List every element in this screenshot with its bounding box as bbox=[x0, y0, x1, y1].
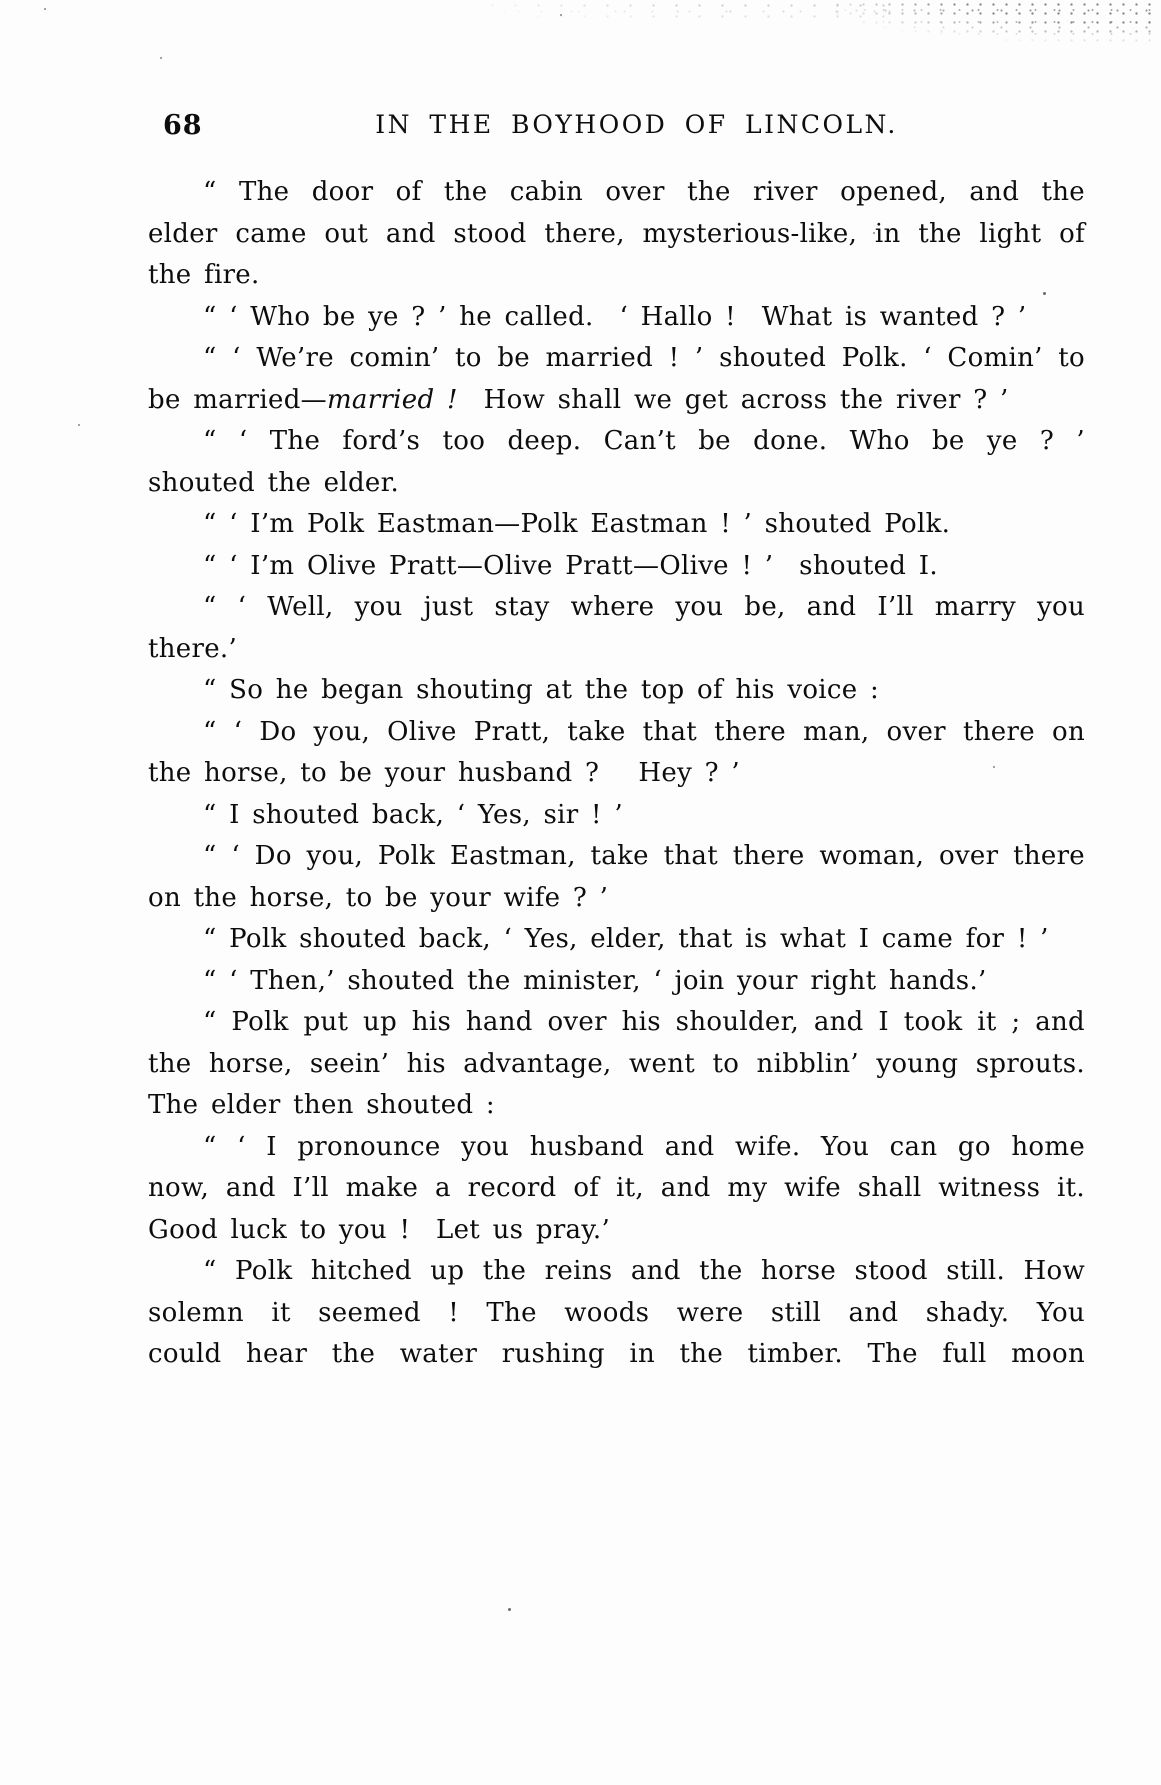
text-line bbox=[148, 1293, 1085, 1335]
text-segment: “ ‘ I’m Polk Eastman—Polk Eastman ! ’ shouted Polk. bbox=[203, 509, 951, 539]
text-segment: “ ‘ Do you, Polk Eastman, take that there woman, over there bbox=[203, 841, 1085, 871]
paragraph bbox=[148, 297, 1085, 339]
text-segment: now, and I’ll make a record of it, and my wife shall witness it. bbox=[148, 1173, 1085, 1203]
scan-noise-band bbox=[481, 0, 901, 30]
text-line bbox=[148, 297, 1085, 339]
text-line bbox=[148, 795, 1085, 837]
paragraph bbox=[148, 504, 1085, 546]
text-line bbox=[148, 753, 1085, 795]
paragraph bbox=[148, 961, 1085, 1003]
text-line bbox=[148, 836, 1085, 878]
scan-speck bbox=[508, 1608, 511, 1611]
text-segment: be married— bbox=[148, 384, 327, 415]
text-line bbox=[148, 1127, 1085, 1169]
text-line bbox=[148, 504, 1085, 546]
text-segment: “ Polk hitched up the reins and the horse stood still. How bbox=[203, 1256, 1085, 1286]
scan-speck bbox=[560, 14, 562, 16]
scan-speck bbox=[160, 57, 162, 59]
text-segment: “ ‘ Then,’ shouted the minister, ‘ join your right hands.’ bbox=[203, 965, 987, 996]
page-number: 68 bbox=[163, 110, 203, 141]
text-segment: solemn it seemed ! The woods were still and shady. You bbox=[148, 1297, 1085, 1328]
text-segment: shouted the elder. bbox=[148, 467, 400, 498]
paragraph bbox=[148, 587, 1085, 670]
page-header bbox=[148, 110, 1085, 146]
text-segment: “ The door of the cabin over the river opened, and the bbox=[203, 177, 1085, 207]
paragraph bbox=[148, 1002, 1085, 1127]
text-segment: Good luck to you ! Let us pray.’ bbox=[148, 1214, 611, 1245]
text-line bbox=[148, 1334, 1085, 1376]
paragraph bbox=[148, 712, 1085, 795]
text-line bbox=[148, 587, 1085, 629]
page-body bbox=[148, 172, 1085, 1376]
text-line bbox=[148, 463, 1085, 505]
text-segment: How shall we get across the river ? ’ bbox=[457, 384, 1009, 415]
text-line bbox=[148, 1002, 1085, 1044]
text-segment: “ Polk shouted back, ‘ Yes, elder, that is what I came for ! ’ bbox=[203, 924, 1049, 954]
text-line bbox=[148, 546, 1085, 588]
text-line bbox=[148, 629, 1085, 671]
text-line bbox=[148, 878, 1085, 920]
text-line bbox=[148, 1251, 1085, 1293]
scan-speck bbox=[44, 8, 46, 10]
text-segment: “ So he began shouting at the top of his voice : bbox=[203, 675, 880, 705]
text-line bbox=[148, 1085, 1085, 1127]
text-segment: “ I shouted back, ‘ Yes, sir ! ’ bbox=[203, 799, 623, 830]
paragraph bbox=[148, 1251, 1085, 1376]
text-segment: “ ‘ I’m Olive Pratt—Olive Pratt—Olive ! ’ shouted I. bbox=[203, 550, 938, 581]
text-segment: The elder then shouted : bbox=[148, 1090, 495, 1120]
text-line bbox=[148, 214, 1085, 256]
paragraph bbox=[148, 1127, 1085, 1252]
text-segment: “ ‘ We’re comin’ to be married ! ’ shouted Polk. ‘ Comin’ to bbox=[203, 343, 1085, 373]
text-line bbox=[148, 421, 1085, 463]
text-line bbox=[148, 961, 1085, 1003]
text-line bbox=[148, 1210, 1085, 1252]
text-segment: “ ‘ Do you, Olive Pratt, take that there man, over there on bbox=[203, 716, 1085, 747]
text-segment: the horse, seein’ his advantage, went to nibblin’ young sprouts. bbox=[148, 1048, 1085, 1079]
text-line bbox=[148, 1044, 1085, 1086]
paragraph bbox=[148, 338, 1085, 421]
text-segment: “ ‘ I pronounce you husband and wife. You can go home bbox=[203, 1131, 1085, 1162]
paragraph bbox=[148, 795, 1085, 837]
text-segment: elder came out and stood there, mysterious-like, in the light of bbox=[148, 218, 1085, 249]
text-segment: “ ‘ Well, you just stay where you be, and I’ll marry you bbox=[203, 592, 1085, 622]
text-line bbox=[148, 172, 1085, 214]
text-segment: “ ‘ The ford’s too deep. Can’t be done. Who be ye ? ’ bbox=[203, 426, 1085, 456]
paragraph bbox=[148, 421, 1085, 504]
text-line bbox=[148, 338, 1085, 380]
text-line bbox=[148, 380, 1085, 422]
text-segment: “ ‘ Who be ye ? ’ he called. ‘ Hallo ! What is wanted ? ’ bbox=[203, 301, 1027, 332]
text-segment: on the horse, to be your wife ? ’ bbox=[148, 882, 609, 913]
text-line bbox=[148, 1168, 1085, 1210]
text-segment: there.’ bbox=[148, 633, 238, 664]
text-line bbox=[148, 712, 1085, 754]
text-segment: the fire. bbox=[148, 260, 260, 290]
text-segment: the horse, to be your husband ? Hey ? ’ bbox=[148, 758, 740, 788]
paragraph bbox=[148, 546, 1085, 588]
scan-speck bbox=[78, 424, 80, 426]
text-line bbox=[148, 919, 1085, 961]
text-line bbox=[148, 670, 1085, 712]
italic-text: married ! bbox=[326, 384, 458, 415]
paragraph bbox=[148, 670, 1085, 712]
text-segment: “ Polk put up his hand over his shoulder, and I took it ; and bbox=[203, 1007, 1085, 1037]
text-segment: could hear the water rushing in the timber. The full moon bbox=[148, 1339, 1085, 1369]
text-line bbox=[148, 255, 1085, 297]
running-title: IN THE BOYHOOD OF LINCOLN. bbox=[375, 110, 898, 139]
paragraph bbox=[148, 919, 1085, 961]
paragraph bbox=[148, 836, 1085, 919]
paragraph bbox=[148, 172, 1085, 297]
